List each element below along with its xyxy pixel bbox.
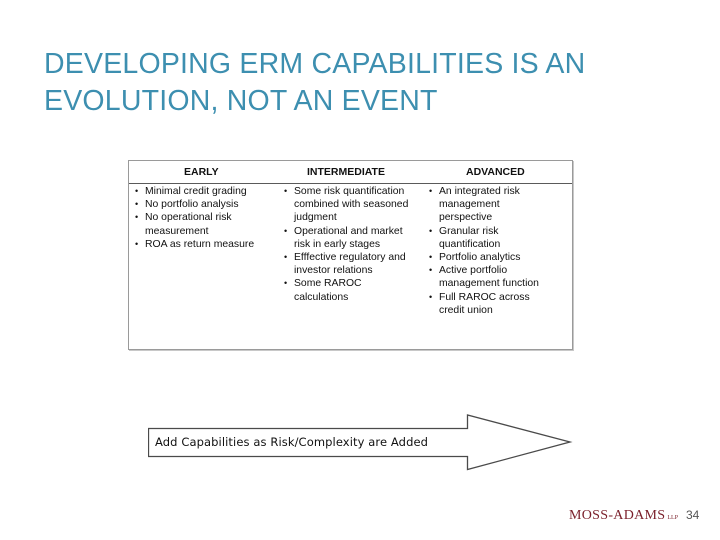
intermediate-item bbox=[284, 225, 408, 251]
advanced-item bbox=[429, 225, 539, 251]
arrow-label: Add Capabilities as Risk/Complexity are Added bbox=[155, 435, 429, 449]
advanced-item-line: • Full RAROC across bbox=[439, 291, 530, 303]
intermediate-item-line: investor relations bbox=[294, 265, 373, 277]
advanced-item bbox=[429, 185, 539, 225]
header-early: EARLY bbox=[184, 166, 219, 178]
intermediate-item-line: • Efffective regulatory and bbox=[294, 252, 406, 264]
early-item bbox=[135, 211, 254, 237]
early-item-line: • Minimal credit grading bbox=[145, 186, 247, 197]
advanced-item-line: • Granular risk bbox=[439, 225, 499, 237]
intermediate-item-line: judgment bbox=[294, 212, 337, 224]
advanced-item bbox=[429, 291, 539, 317]
advanced-item-line: credit union bbox=[439, 304, 493, 316]
title-line-2: EVOLUTION, NOT AN EVENT bbox=[44, 85, 438, 117]
column-intermediate bbox=[284, 185, 408, 304]
logo-suffix: LLP bbox=[667, 515, 679, 521]
early-item-line: • No operational risk bbox=[145, 212, 232, 224]
table-header-row bbox=[129, 161, 572, 184]
early-item-line: • No portfolio analysis bbox=[145, 199, 239, 211]
advanced-item-line: • Portfolio analytics bbox=[439, 252, 521, 264]
logo-name: MOSS-ADAMS bbox=[569, 508, 666, 523]
intermediate-item-line: • Operational and market bbox=[294, 225, 403, 237]
advanced-item-line: management function bbox=[439, 278, 539, 290]
advanced-item-line: quantification bbox=[439, 238, 501, 250]
header-advanced: ADVANCED bbox=[466, 166, 525, 178]
page-number: 34 bbox=[686, 508, 700, 522]
intermediate-item bbox=[284, 185, 408, 225]
capabilities-table bbox=[128, 160, 573, 350]
advanced-item-line: management bbox=[439, 199, 500, 211]
slide-title bbox=[44, 46, 664, 120]
header-intermediate: INTERMEDIATE bbox=[307, 166, 385, 178]
early-item bbox=[135, 238, 254, 251]
advanced-item-line: • An integrated risk bbox=[439, 186, 520, 197]
advanced-item bbox=[429, 251, 539, 264]
intermediate-item-line: combined with seasoned bbox=[294, 199, 409, 211]
advanced-item-line: perspective bbox=[439, 212, 493, 224]
intermediate-item-line: • Some risk quantification bbox=[294, 186, 405, 197]
intermediate-item-line: • Some RAROC bbox=[294, 278, 362, 290]
early-item bbox=[135, 198, 254, 211]
early-item-line: • ROA as return measure bbox=[145, 238, 255, 250]
moss-adams-logo bbox=[569, 508, 678, 524]
intermediate-item-line: risk in early stages bbox=[294, 238, 381, 250]
early-item-line: measurement bbox=[145, 225, 209, 237]
intermediate-item bbox=[284, 277, 408, 303]
column-advanced bbox=[429, 185, 539, 317]
intermediate-item-line: calculations bbox=[294, 291, 349, 303]
intermediate-item bbox=[284, 251, 408, 277]
advanced-item-line: • Active portfolio bbox=[439, 265, 508, 277]
column-early bbox=[135, 185, 254, 251]
advanced-item bbox=[429, 264, 539, 290]
title-line-1: DEVELOPING ERM CAPABILITIES IS AN bbox=[44, 48, 586, 80]
early-item bbox=[135, 185, 254, 198]
